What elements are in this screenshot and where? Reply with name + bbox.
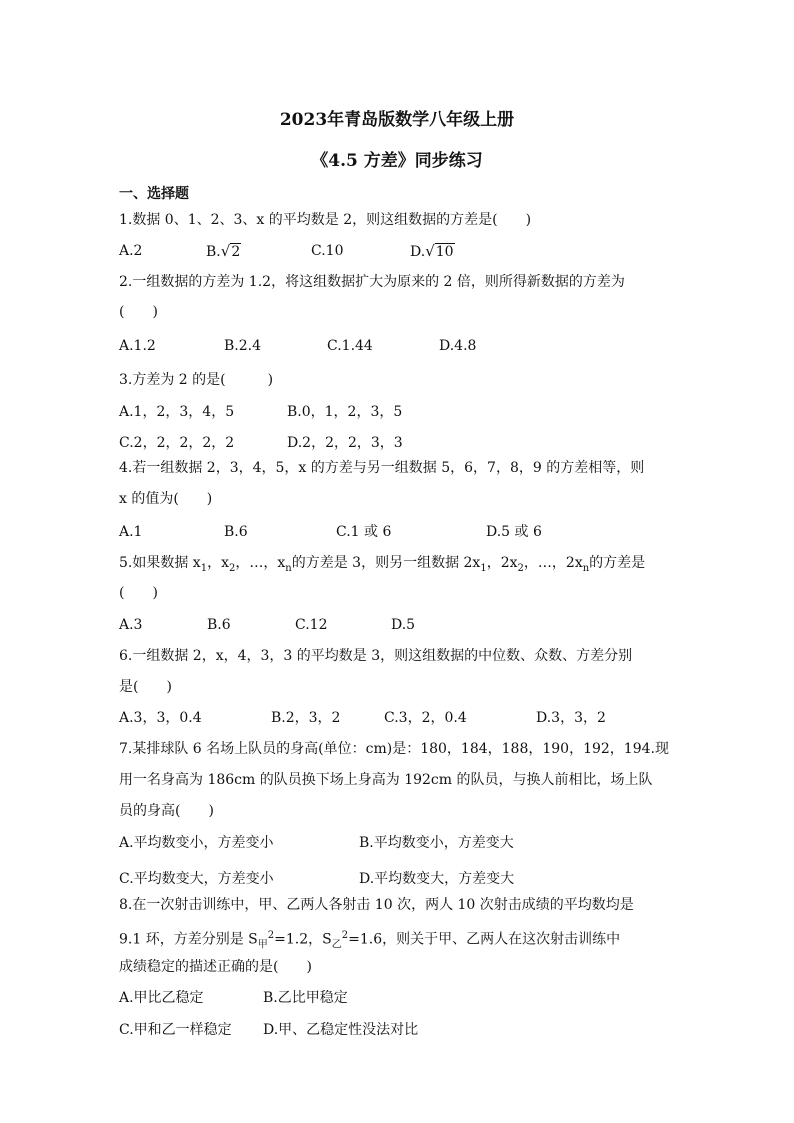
question-6-option-b: B.2，3，2	[271, 710, 341, 726]
question-4-option-b: B.6	[224, 524, 248, 540]
question-2-option-c: C.1.44	[327, 338, 373, 354]
sqrt-symbol: √2	[220, 242, 241, 260]
question-8-option-d: D.甲、乙稳定性没法对比	[263, 1022, 419, 1038]
question-3-option-a: A.1，2，3，4，5	[119, 404, 235, 420]
question-6-option-d: D.3，3，2	[536, 710, 606, 726]
question-8-option-b: B.乙比甲稳定	[263, 990, 348, 1006]
question-8-option-c: C.甲和乙一样稳定	[119, 1022, 232, 1038]
question-3-option-d: D.2，2，2，3，3	[287, 435, 403, 451]
question-5-option-b: B.6	[207, 617, 231, 633]
question-4-option-a: A.1	[119, 524, 143, 540]
question-1-option-b: B.√2	[206, 242, 241, 260]
question-1-option-a: A.2	[119, 243, 143, 259]
section-heading: 一、选择题	[119, 186, 189, 202]
question-7-option-d: D.平均数变大，方差变大	[359, 871, 515, 887]
question-8-text-line2: 9.1 环，方差分别是 $S_甲^2=1.2$，$S_乙^2=1.6$，则关于甲、乙两人在这次射击训练中	[119, 930, 621, 951]
question-3-text: 3.方差为 2 的是( )	[119, 372, 274, 388]
question-8-text-line3: 成绩稳定的描述正确的是( )	[119, 959, 312, 975]
question-7-option-b: B.平均数变小，方差变大	[359, 835, 514, 851]
document-subtitle: 《4.5 方差》同步练习	[311, 151, 483, 171]
question-5-option-d: D.5	[391, 617, 416, 633]
question-6-text-line2: 是( )	[119, 679, 172, 695]
question-2-option-a: A.1.2	[119, 338, 156, 354]
question-7-text-line2: 用一名身高为 186cm 的队员换下场上身高为 192cm 的队员，与换人前相比，场上队	[119, 772, 653, 788]
question-4-option-d: D.5 或 6	[486, 524, 542, 540]
question-7-option-c: C.平均数变大，方差变小	[119, 871, 274, 887]
question-6-option-a: A.3，3，0.4	[119, 710, 202, 726]
question-3-option-b: B.0，1，2，3，5	[287, 404, 403, 420]
question-1-text: 1.数据 0、1、2、3、x 的平均数是 2，则这组数据的方差是( )	[119, 212, 532, 228]
question-6-option-c: C.3，2，0.4	[384, 710, 467, 726]
question-2-option-b: B.2.4	[224, 338, 262, 354]
question-5-option-c: C.12	[295, 617, 328, 633]
question-2-text-line1: 2.一组数据的方差为 1.2，将这组数据扩大为原来的 2 倍，则所得新数据的方差为	[119, 274, 625, 290]
question-8-text-line1: 8.在一次射击训练中，甲、乙两人各射击 10 次，两人 10 次射击成绩的平均数均是	[119, 897, 634, 913]
question-8-option-a: A.甲比乙稳定	[119, 990, 204, 1006]
question-5-option-a: A.3	[119, 617, 143, 633]
question-4-option-c: C.1 或 6	[336, 524, 392, 540]
question-1-option-d: D.√10	[410, 242, 454, 260]
question-4-text-line1: 4.若一组数据 2，3，4，5，x 的方差与另一组数据 5，6，7，8，9 的方差相等，则	[119, 460, 645, 476]
question-5-text-line1: 5.如果数据 $x_1$，$x_2$，…，$x_n$的方差是 3，则另一组数据 $2x_1$，$2x_2$，…，$2x_n$的方差是	[119, 555, 646, 574]
question-6-text-line1: 6.一组数据 2，x，4，3，3 的平均数是 3，则这组数据的中位数、众数、方差分别	[119, 648, 633, 664]
question-2-text-line2: ( )	[119, 304, 158, 320]
question-3-option-c: C.2，2，2，2，2	[119, 435, 235, 451]
document-title: 2023年青岛版数学八年级上册	[279, 110, 515, 130]
question-1-option-c: C.10	[311, 243, 344, 259]
question-5-text-line2: ( )	[119, 585, 158, 601]
question-4-text-line2: x 的值为( )	[119, 491, 213, 507]
question-7-text-line1: 7.某排球队 6 名场上队员的身高(单位：cm)是：180，184，188，190，192，194.现	[119, 741, 669, 757]
question-2-option-d: D.4.8	[439, 338, 477, 354]
question-7-option-a: A.平均数变小，方差变小	[119, 835, 274, 851]
question-7-text-line3: 员的身高( )	[119, 803, 214, 819]
sqrt-symbol: √10	[425, 242, 454, 260]
